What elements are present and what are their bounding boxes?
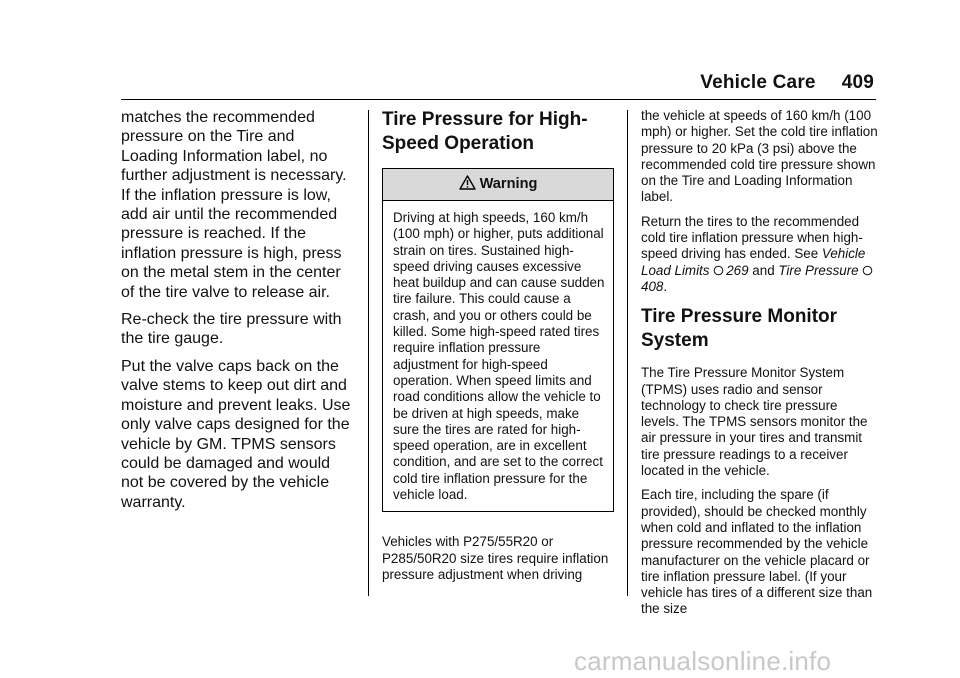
- section-heading: Tire Pressure for High-Speed Operation: [382, 109, 588, 154]
- watermark: carmanualsonline.info: [574, 646, 832, 676]
- cross-reference-link[interactable]: Tire Pressure: [778, 262, 859, 278]
- header-rule: [121, 99, 876, 100]
- column-2: [382, 108, 614, 591]
- body-paragraph: Put the valve caps back on the valve stems to keep out dirt and moisture and prevent leaks. Use only valve caps designed for the vehicle by GM. TPMS sensors could be damaged and would not be covered by the vehicle warranty.: [121, 357, 351, 511]
- page-header: [700, 72, 874, 94]
- page-number: 409: [841, 72, 874, 93]
- section-title: Vehicle Care: [700, 72, 816, 93]
- warning-triangle-icon: [459, 175, 476, 194]
- page-reference-icon: [713, 265, 724, 276]
- body-paragraph: the vehicle at speeds of 160 km/h (100 mph) or higher. Set the cold tire inflation pressure to 20 kPa (3 psi) above the recommended cold tire pressure shown on the Tire and Loading Information label.: [641, 108, 878, 205]
- section-heading: Tire Pressure Monitor System: [641, 306, 838, 352]
- column-1: [121, 108, 355, 520]
- page-reference-icon: [862, 265, 873, 276]
- cross-reference-link[interactable]: Vehicle Load Limits: [641, 246, 866, 278]
- body-paragraph: Vehicles with P275/55R20 or P285/50R20 size tires require inflation pressure adjustment when driving: [382, 534, 609, 582]
- warning-box: [382, 168, 614, 512]
- cross-reference-page[interactable]: 269: [726, 262, 749, 278]
- warning-text: Driving at high speeds, 160 km/h (100 mph) or higher, puts additional strain on tires. Sustained high-speed driving causes excessive heat buildup and can cause sudden tire failure. This could cause a crash, and you or others could be killed. Some high-speed rated tires require inflation pressure adjustment for high-speed operation. When speed limits and road conditions allow the vehicle to be driven at high speeds, make sure the tires are rated for high-speed operation, are in excellent condition, and are set to the correct cold tire inflation pressure for the vehicle load.: [393, 210, 605, 503]
- body-paragraph: Return the tires to the recommended cold tire inflation pressure when high-speed driving has ended. See Vehicle Load Limits 269 and Tire Pressure 408.: [641, 214, 879, 295]
- column-divider-right: [627, 110, 628, 596]
- body-paragraph: Each tire, including the spare (if provided), should be checked monthly when cold and inflated to the inflation pressure recommended by the vehicle manufacturer on the vehicle placard or tire inflation pressure label. (If your vehicle has tires of a different size than the size: [641, 487, 873, 617]
- body-paragraph: The Tire Pressure Monitor System (TPMS) uses radio and sensor technology to check tire pressure levels. The TPMS sensors monitor the air pressure in your tires and transmit tire pressure readings to a receiver located in the vehicle.: [641, 365, 868, 479]
- warning-title: Warning: [479, 176, 538, 192]
- column-3: [641, 108, 879, 626]
- cross-reference-page[interactable]: 408: [641, 278, 664, 294]
- body-paragraph: matches the recommended pressure on the Tire and Loading Information label, no further adjustment is necessary. If the inflation pressure is low, add air until the recommended pressure is reached. If the inflation pressure is high, press on the metal stem in the center of the tire valve to release air.: [121, 109, 347, 301]
- body-paragraph: Re-check the tire pressure with the tire gauge.: [121, 311, 342, 348]
- column-divider-left: [368, 110, 369, 596]
- warning-header: [383, 169, 613, 201]
